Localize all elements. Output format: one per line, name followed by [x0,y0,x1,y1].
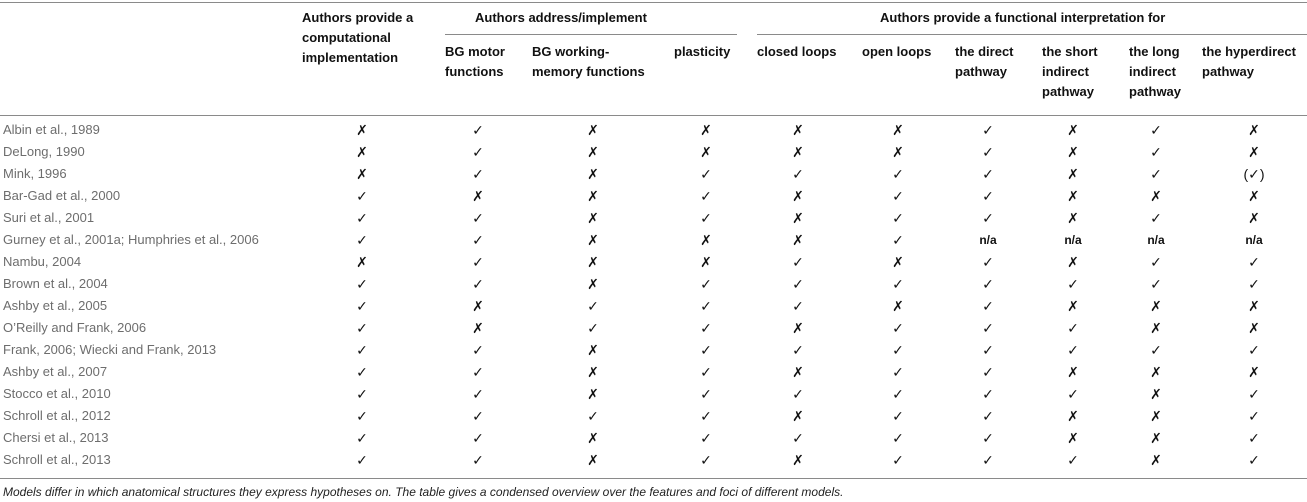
header-computational-implementation [302,8,413,68]
cell-computational: ✓ [356,342,368,358]
cell-closed-loops: ✗ [792,144,804,160]
table-row [0,273,1307,295]
header-line: implementation [302,50,399,65]
cell-long-indirect-pathway: ✓ [1150,166,1162,182]
cell-short-indirect-pathway: ✗ [1067,166,1079,182]
header-closed-loops [757,42,836,62]
cell-open-loops: ✗ [892,254,904,270]
row-citation: Nambu, 2004 [3,254,82,269]
cell-short-indirect-pathway: ✗ [1067,408,1079,424]
table-row [0,427,1307,449]
cell-plasticity: ✓ [700,452,712,468]
cell-hyperdirect-pathway: ✓ [1248,342,1260,358]
cell-bg-motor: ✓ [472,254,484,270]
row-citation: O’Reilly and Frank, 2006 [3,320,147,335]
table-row [0,251,1307,273]
cell-plasticity: ✗ [700,254,712,270]
row-citation: Bar-Gad et al., 2000 [3,188,121,203]
cell-long-indirect-pathway: ✓ [1150,144,1162,160]
table-row [0,185,1307,207]
cell-plasticity: ✓ [700,166,712,182]
header-line: indirect [1129,64,1176,79]
cell-closed-loops: ✗ [792,452,804,468]
row-citation: Chersi et al., 2013 [3,430,109,445]
cell-bg-motor: ✓ [472,408,484,424]
cell-hyperdirect-pathway: ✓ [1248,408,1260,424]
cell-direct-pathway: ✓ [982,188,994,204]
cell-closed-loops: ✗ [792,188,804,204]
cell-direct-pathway: ✓ [982,320,994,336]
header-line: computational [302,30,391,45]
cell-hyperdirect-pathway: ✓ [1248,452,1260,468]
cell-plasticity: ✓ [700,430,712,446]
cell-long-indirect-pathway: ✗ [1150,364,1162,380]
cell-bg-motor: ✓ [472,232,484,248]
header-open-loops [862,42,931,62]
cell-plasticity: ✓ [700,276,712,292]
cell-short-indirect-pathway: n/a [1064,233,1082,247]
group-header-functional-interpretation: Authors provide a functional interpretation for [880,10,1166,25]
cell-closed-loops: ✗ [792,364,804,380]
cell-direct-pathway: ✓ [982,122,994,138]
cell-bg-motor: ✓ [472,364,484,380]
cell-bg-motor: ✗ [472,188,484,204]
cell-computational: ✗ [356,122,368,138]
cell-hyperdirect-pathway: ✓ [1248,276,1260,292]
cell-plasticity: ✗ [700,122,712,138]
cell-plasticity: ✓ [700,364,712,380]
table-row [0,295,1307,317]
cell-computational: ✓ [356,452,368,468]
cell-direct-pathway: ✓ [982,364,994,380]
cell-short-indirect-pathway: ✓ [1067,452,1079,468]
cell-plasticity: ✓ [700,320,712,336]
cell-computational: ✗ [356,144,368,160]
cell-long-indirect-pathway: n/a [1147,233,1165,247]
cell-open-loops: ✓ [892,232,904,248]
header-plasticity [674,42,730,62]
cell-short-indirect-pathway: ✓ [1067,386,1079,402]
cell-hyperdirect-pathway: ✓ [1248,386,1260,402]
cell-long-indirect-pathway: ✗ [1150,386,1162,402]
table-top-rule [0,2,1307,3]
cell-long-indirect-pathway: ✓ [1150,342,1162,358]
cell-direct-pathway: ✓ [982,430,994,446]
header-bg-motor-functions [445,42,505,82]
header-bg-working-memory-functions [532,42,645,82]
row-citation: Ashby et al., 2007 [3,364,108,379]
cell-open-loops: ✗ [892,122,904,138]
cell-closed-loops: ✗ [792,320,804,336]
cell-closed-loops: ✗ [792,232,804,248]
cell-hyperdirect-pathway: ✗ [1248,210,1260,226]
cell-bg-working-memory: ✗ [587,144,599,160]
cell-direct-pathway: ✓ [982,276,994,292]
cell-open-loops: ✓ [892,320,904,336]
header-line: memory functions [532,64,645,79]
cell-computational: ✓ [356,276,368,292]
cell-plasticity: ✓ [700,210,712,226]
row-citation: Albin et al., 1989 [3,122,100,137]
cell-closed-loops: ✗ [792,122,804,138]
cell-direct-pathway: ✓ [982,452,994,468]
table-bottom-rule [0,478,1307,479]
header-line: BG working- [532,44,610,59]
cell-bg-motor: ✓ [472,342,484,358]
cell-direct-pathway: ✓ [982,386,994,402]
header-line: pathway [1042,84,1095,99]
header-line: functions [445,64,504,79]
cell-open-loops: ✓ [892,452,904,468]
cell-open-loops: ✓ [892,342,904,358]
cell-open-loops: ✓ [892,166,904,182]
cell-hyperdirect-pathway: ✓ [1248,254,1260,270]
cell-direct-pathway: ✓ [982,298,994,314]
cell-bg-working-memory: ✗ [587,188,599,204]
cell-short-indirect-pathway: ✗ [1067,254,1079,270]
header-hyperdirect-pathway [1202,42,1296,82]
cell-direct-pathway: ✓ [982,408,994,424]
header-line: the hyperdirect [1202,44,1296,59]
cell-hyperdirect-pathway: n/a [1245,233,1263,247]
cell-long-indirect-pathway: ✗ [1150,188,1162,204]
header-line: pathway [1129,84,1182,99]
cell-direct-pathway: ✓ [982,210,994,226]
table-caption: Models differ in which anatomical structures they express hypotheses on. The table gives a condensed overview over the features and foci of different models. [3,485,844,499]
cell-bg-motor: ✓ [472,210,484,226]
cell-bg-working-memory: ✗ [587,386,599,402]
cell-plasticity: ✗ [700,232,712,248]
table-row [0,449,1307,471]
cell-plasticity: ✗ [700,144,712,160]
header-long-indirect-pathway [1129,42,1181,102]
cell-long-indirect-pathway: ✓ [1150,276,1162,292]
table-row [0,119,1307,141]
table-row [0,361,1307,383]
table-row [0,317,1307,339]
header-short-indirect-pathway [1042,42,1098,102]
table-row [0,405,1307,427]
cell-long-indirect-pathway: ✗ [1150,430,1162,446]
header-line: open loops [862,44,932,59]
cell-short-indirect-pathway: ✗ [1067,122,1079,138]
cell-bg-working-memory: ✗ [587,210,599,226]
cell-computational: ✓ [356,408,368,424]
cell-closed-loops: ✓ [792,166,804,182]
cell-computational: ✓ [356,320,368,336]
cell-bg-working-memory: ✓ [587,298,599,314]
cell-closed-loops: ✓ [792,276,804,292]
cell-long-indirect-pathway: ✗ [1150,320,1162,336]
cell-open-loops: ✓ [892,386,904,402]
cell-hyperdirect-pathway: (✓) [1243,166,1265,182]
cell-short-indirect-pathway: ✗ [1067,210,1079,226]
group-rule-functional [757,34,1307,35]
cell-hyperdirect-pathway: ✗ [1248,298,1260,314]
row-citation: Schroll et al., 2012 [3,408,111,423]
table-row [0,339,1307,361]
cell-bg-working-memory: ✗ [587,364,599,380]
cell-bg-working-memory: ✗ [587,342,599,358]
cell-bg-working-memory: ✗ [587,254,599,270]
cell-bg-working-memory: ✗ [587,452,599,468]
cell-short-indirect-pathway: ✗ [1067,144,1079,160]
header-line: the short [1042,44,1098,59]
cell-long-indirect-pathway: ✗ [1150,452,1162,468]
cell-bg-motor: ✓ [472,452,484,468]
cell-computational: ✓ [356,210,368,226]
cell-long-indirect-pathway: ✓ [1150,210,1162,226]
cell-computational: ✓ [356,386,368,402]
cell-bg-motor: ✓ [472,386,484,402]
cell-computational: ✗ [356,254,368,270]
cell-long-indirect-pathway: ✓ [1150,254,1162,270]
cell-bg-working-memory: ✗ [587,430,599,446]
cell-long-indirect-pathway: ✗ [1150,408,1162,424]
group-header-address-implement: Authors address/implement [475,10,647,25]
row-citation: Gurney et al., 2001a; Humphries et al., 2006 [3,232,259,247]
cell-direct-pathway: ✓ [982,144,994,160]
row-citation: Schroll et al., 2013 [3,452,111,467]
cell-hyperdirect-pathway: ✗ [1248,188,1260,204]
cell-closed-loops: ✓ [792,298,804,314]
cell-direct-pathway: ✓ [982,166,994,182]
cell-hyperdirect-pathway: ✗ [1248,364,1260,380]
cell-short-indirect-pathway: ✓ [1067,320,1079,336]
cell-closed-loops: ✓ [792,342,804,358]
cell-computational: ✓ [356,364,368,380]
cell-short-indirect-pathway: ✗ [1067,188,1079,204]
header-line: indirect [1042,64,1089,79]
cell-hyperdirect-pathway: ✓ [1248,430,1260,446]
cell-direct-pathway: n/a [979,233,997,247]
cell-plasticity: ✓ [700,342,712,358]
cell-computational: ✓ [356,430,368,446]
cell-bg-working-memory: ✓ [587,408,599,424]
cell-bg-motor: ✓ [472,144,484,160]
cell-short-indirect-pathway: ✗ [1067,364,1079,380]
cell-bg-working-memory: ✓ [587,320,599,336]
cell-closed-loops: ✗ [792,408,804,424]
cell-open-loops: ✓ [892,364,904,380]
cell-closed-loops: ✓ [792,254,804,270]
cell-open-loops: ✓ [892,430,904,446]
cell-bg-motor: ✓ [472,430,484,446]
header-bottom-rule [0,115,1307,116]
cell-open-loops: ✓ [892,188,904,204]
cell-plasticity: ✓ [700,298,712,314]
header-line: the long [1129,44,1180,59]
cell-computational: ✓ [356,232,368,248]
cell-computational: ✓ [356,188,368,204]
cell-computational: ✓ [356,298,368,314]
cell-hyperdirect-pathway: ✗ [1248,122,1260,138]
header-line: closed loops [757,44,837,59]
cell-bg-motor: ✓ [472,166,484,182]
cell-bg-working-memory: ✗ [587,232,599,248]
table-row [0,163,1307,185]
cell-short-indirect-pathway: ✗ [1067,430,1079,446]
header-line: pathway [955,64,1008,79]
cell-short-indirect-pathway: ✗ [1067,298,1079,314]
header-line: pathway [1202,64,1255,79]
group-rule-address [445,34,737,35]
cell-open-loops: ✗ [892,298,904,314]
cell-open-loops: ✓ [892,210,904,226]
row-citation: Mink, 1996 [3,166,67,181]
cell-bg-working-memory: ✗ [587,166,599,182]
cell-long-indirect-pathway: ✗ [1150,298,1162,314]
table-row [0,141,1307,163]
header-line: plasticity [674,44,731,59]
row-citation: Frank, 2006; Wiecki and Frank, 2013 [3,342,217,357]
cell-plasticity: ✓ [700,386,712,402]
cell-closed-loops: ✓ [792,386,804,402]
cell-plasticity: ✓ [700,188,712,204]
header-line: the direct [955,44,1014,59]
header-direct-pathway [955,42,1014,82]
cell-open-loops: ✗ [892,144,904,160]
cell-hyperdirect-pathway: ✗ [1248,320,1260,336]
row-citation: Suri et al., 2001 [3,210,95,225]
cell-plasticity: ✓ [700,408,712,424]
cell-bg-motor: ✓ [472,122,484,138]
row-citation: Ashby et al., 2005 [3,298,108,313]
cell-open-loops: ✓ [892,408,904,424]
cell-closed-loops: ✗ [792,210,804,226]
table-row [0,383,1307,405]
table-row [0,229,1307,251]
cell-bg-motor: ✓ [472,276,484,292]
cell-direct-pathway: ✓ [982,254,994,270]
row-citation: DeLong, 1990 [3,144,85,159]
cell-closed-loops: ✓ [792,430,804,446]
cell-short-indirect-pathway: ✓ [1067,342,1079,358]
row-citation: Brown et al., 2004 [3,276,108,291]
cell-short-indirect-pathway: ✓ [1067,276,1079,292]
cell-bg-motor: ✗ [472,320,484,336]
header-line: Authors provide a [302,10,414,25]
cell-open-loops: ✓ [892,276,904,292]
table-row [0,207,1307,229]
cell-computational: ✗ [356,166,368,182]
cell-long-indirect-pathway: ✓ [1150,122,1162,138]
header-line: BG motor [445,44,505,59]
row-citation: Stocco et al., 2010 [3,386,111,401]
cell-bg-working-memory: ✗ [587,122,599,138]
cell-hyperdirect-pathway: ✗ [1248,144,1260,160]
cell-bg-motor: ✗ [472,298,484,314]
cell-bg-working-memory: ✗ [587,276,599,292]
cell-direct-pathway: ✓ [982,342,994,358]
